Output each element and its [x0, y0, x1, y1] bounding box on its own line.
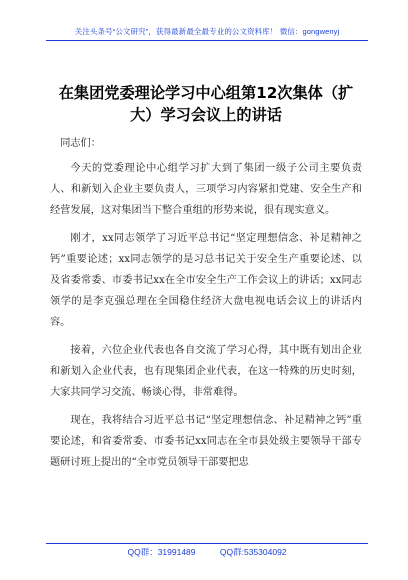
footer-qq-group-1: QQ群：31991489	[127, 547, 196, 557]
footer-divider	[46, 543, 368, 544]
paragraph-1: 今天的党委理论中心组学习扩大到了集团一级子公司主要负责人、和新划入企业主要负责人，三项学习内容紧扣党建、安全生产和经营发展，这对集团当下整合重组的形势来说，很有现实意义。	[50, 163, 362, 216]
footer-qq-group-2: QQ群:535304092	[219, 547, 287, 557]
footer-contact	[48, 545, 366, 559]
paragraph-3: 接着，六位企业代表也各自交流了学习心得，其中既有划出企业和新划入企业代表，也有现集团企业代表，在这一特殊的历史时刻，大家共同学习交流、畅谈心得，非常难得。	[50, 345, 362, 398]
header-banner: 关注头条号“公文研究”，获得最新最全最专业的公文资料库！ 微信：gongwenyj	[74, 27, 340, 36]
title-line-1: 在集团党委理论学习中心组第12次集体（扩	[58, 84, 354, 102]
document-title	[42, 82, 370, 126]
paragraph-4: 现在，我将结合习近平总书记“坚定理想信念、补足精神之钙”重要论述，和省委常委、市委书记xx同志在全市县处级主要领导干部专题研讨班上提出的“全市党员领导干部要把忠	[50, 415, 362, 468]
greeting: 同志们：	[60, 138, 101, 149]
paragraph-2: 刚才，xx同志领学了习近平总书记“坚定理想信念、补足精神之钙”重要论述；xx同志领学的是习总书记关于安全生产重要论述、以及省委常委、市委书记xx在全市安全生产工作会议上的讲话；xx同志领学的是李克强总理在全国稳住经济大盘电视电话会议上的讲话内容。	[50, 233, 362, 328]
document-body	[50, 133, 362, 473]
header-divider	[46, 40, 368, 41]
title-line-2: 大）学习会议上的讲话	[130, 106, 282, 124]
